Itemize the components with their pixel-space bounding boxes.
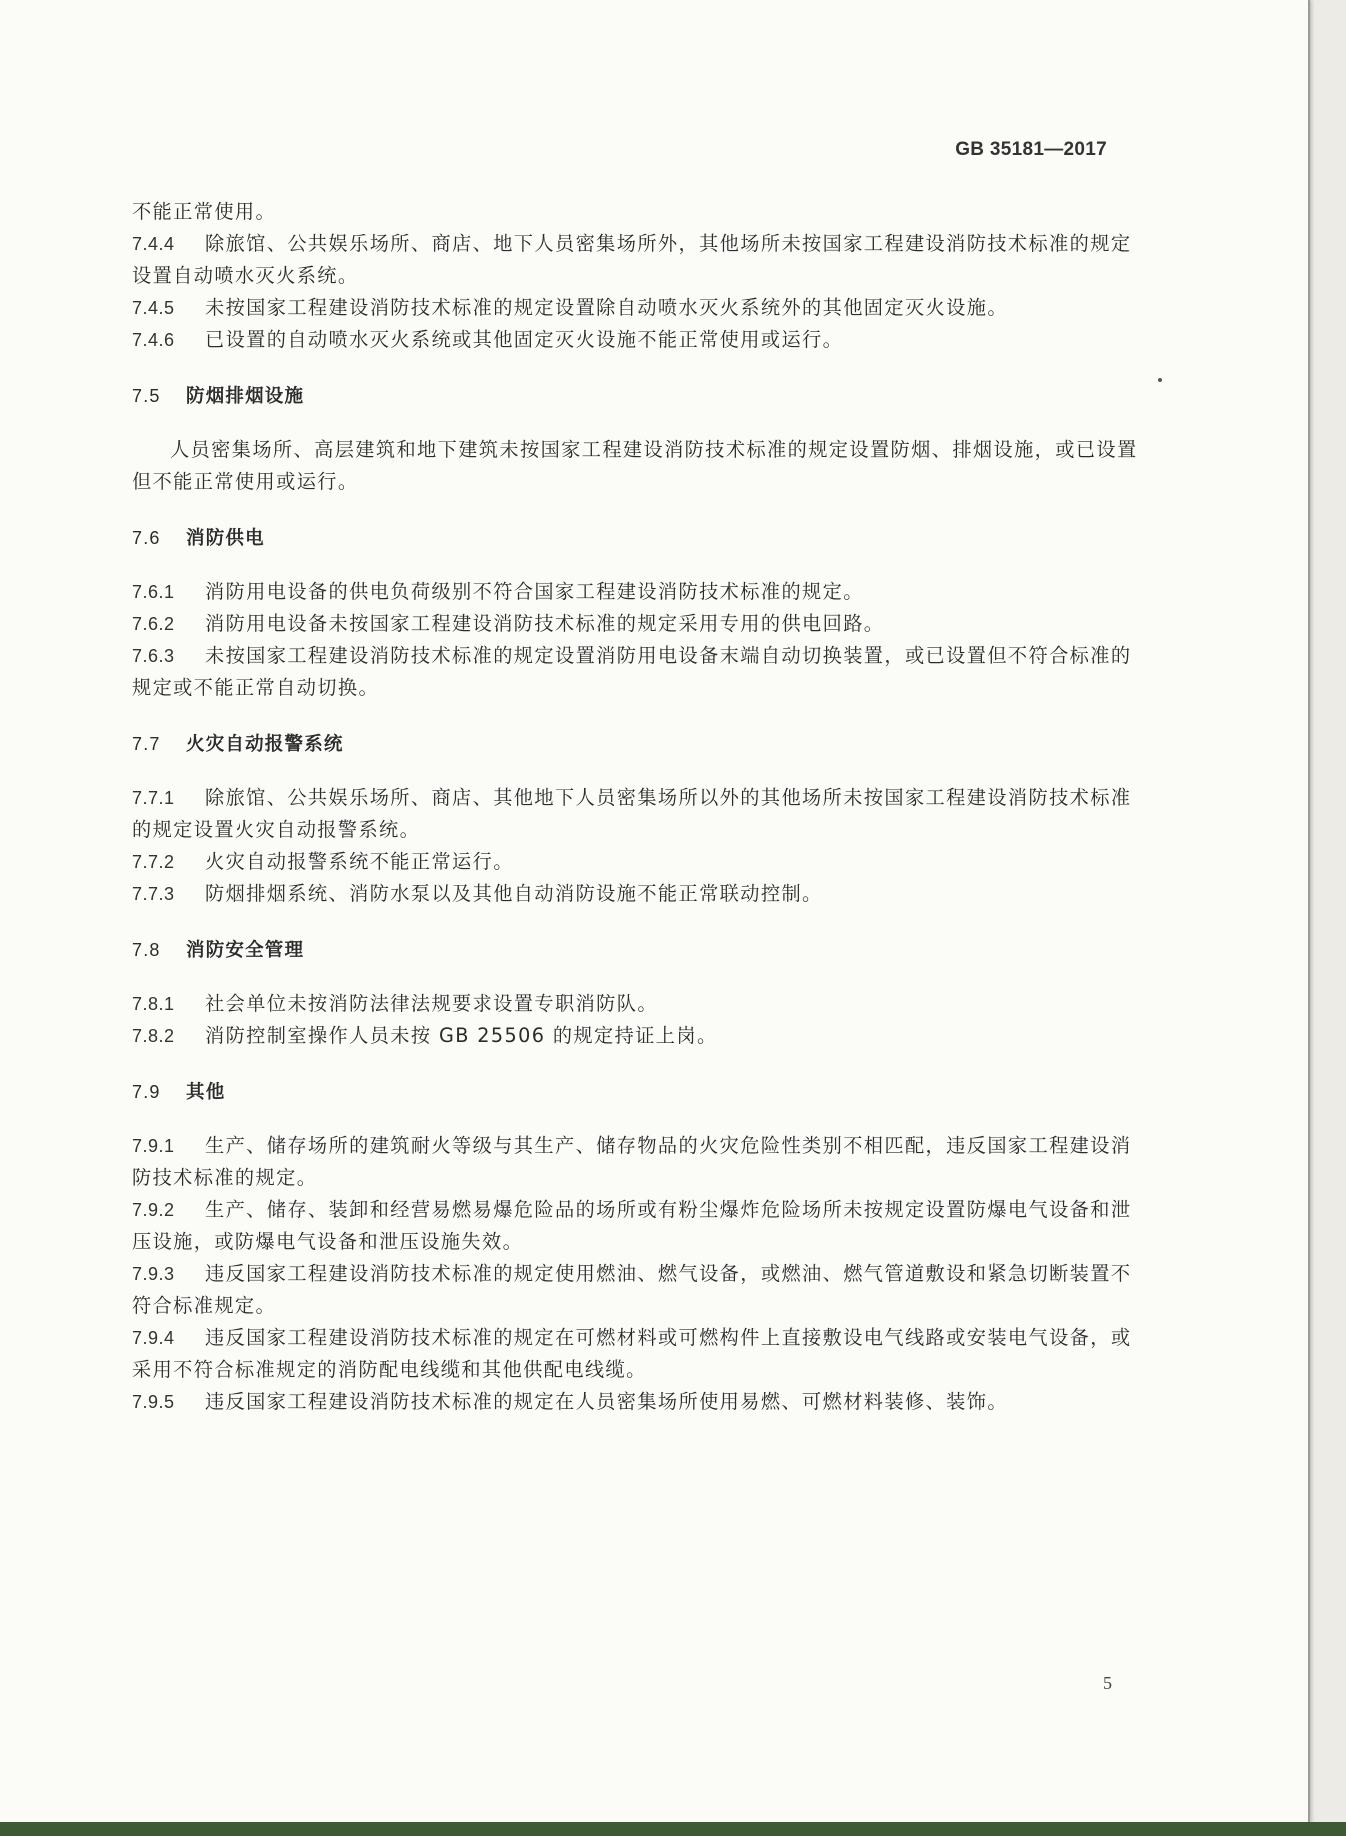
section-title: 消防安全管理 bbox=[186, 940, 305, 961]
section-heading bbox=[132, 728, 1144, 761]
section-number: 7.9 bbox=[132, 1082, 161, 1102]
clause-text: 除旅馆、公共娱乐场所、商店、地下人员密集场所外，其他场所未按国家工程建设消防技术标准的规定设置自动喷水灭火系统。 bbox=[132, 232, 1132, 287]
clause bbox=[132, 1258, 1144, 1322]
clause-text: 违反国家工程建设消防技术标准的规定在人员密集场所使用易燃、可燃材料装修、装饰。 bbox=[205, 1390, 1008, 1413]
clause-text: 违反国家工程建设消防技术标准的规定在可燃材料或可燃构件上直接敷设电气线路或安装电气设备，或采用不符合标准规定的消防配电线缆和其他供配电线缆。 bbox=[132, 1326, 1132, 1381]
standard-code: GB 35181—2017 bbox=[955, 139, 1107, 160]
clause-number: 7.8.1 bbox=[132, 994, 175, 1014]
clause-number: 7.9.1 bbox=[132, 1136, 175, 1156]
clause-text: 消防用电设备的供电负荷级别不符合国家工程建设消防技术标准的规定。 bbox=[205, 580, 864, 603]
clause-text: 消防控制室操作人员未按 GB 25506 的规定持证上岗。 bbox=[205, 1024, 718, 1047]
section-title: 其他 bbox=[186, 1082, 226, 1103]
clause bbox=[132, 228, 1144, 292]
clause-number: 7.9.4 bbox=[132, 1328, 175, 1348]
clause-number: 7.6.1 bbox=[132, 582, 175, 602]
page-number: 5 bbox=[1103, 1673, 1112, 1693]
clause-number: 7.6.2 bbox=[132, 614, 175, 634]
section-number: 7.7 bbox=[132, 734, 161, 754]
clause-text: 生产、储存、装卸和经营易燃易爆危险品的场所或有粉尘爆炸危险场所未按规定设置防爆电气设备和泄压设施，或防爆电气设备和泄压设施失效。 bbox=[132, 1198, 1132, 1253]
clause-text: 未按国家工程建设消防技术标准的规定设置除自动喷水灭火系统外的其他固定灭火设施。 bbox=[205, 296, 1008, 319]
clause-text: 防烟排烟系统、消防水泵以及其他自动消防设施不能正常联动控制。 bbox=[205, 882, 823, 905]
section-heading bbox=[132, 380, 1144, 413]
clause-text: 违反国家工程建设消防技术标准的规定使用燃油、燃气设备，或燃油、燃气管道敷设和紧急切断装置不符合标准规定。 bbox=[132, 1262, 1132, 1317]
clause-text: 未按国家工程建设消防技术标准的规定设置消防用电设备末端自动切换装置，或已设置但不符合标准的规定或不能正常自动切换。 bbox=[132, 644, 1132, 699]
clause-text: 不能正常使用。 bbox=[132, 200, 277, 223]
section-heading bbox=[132, 1076, 1144, 1109]
paragraph bbox=[132, 434, 1144, 498]
section-title: 火灾自动报警系统 bbox=[186, 734, 344, 755]
clause bbox=[132, 1130, 1144, 1194]
clause-number: 7.4.6 bbox=[132, 330, 175, 350]
section-heading bbox=[132, 522, 1144, 555]
clause-number: 7.4.4 bbox=[132, 234, 175, 254]
clause bbox=[132, 1322, 1144, 1386]
clause-number: 7.8.2 bbox=[132, 1026, 175, 1046]
clause-number: 7.7.2 bbox=[132, 852, 175, 872]
clause bbox=[132, 576, 1144, 608]
clause bbox=[132, 846, 1144, 878]
clause-number: 7.9.3 bbox=[132, 1264, 175, 1284]
clause-text: 人员密集场所、高层建筑和地下建筑未按国家工程建设消防技术标准的规定设置防烟、排烟设施，或已设置但不能正常使用或运行。 bbox=[132, 438, 1138, 493]
scan-speck bbox=[1158, 378, 1162, 382]
clause bbox=[132, 608, 1144, 640]
clause bbox=[132, 640, 1144, 704]
document-body bbox=[132, 196, 1144, 1418]
clause-number: 7.9.2 bbox=[132, 1200, 175, 1220]
clause bbox=[132, 878, 1144, 910]
clause bbox=[132, 1386, 1144, 1418]
clause-number: 7.4.5 bbox=[132, 298, 175, 318]
section-heading bbox=[132, 934, 1144, 967]
clause bbox=[132, 1194, 1144, 1258]
clause bbox=[132, 988, 1144, 1020]
scan-edge-strip bbox=[0, 1822, 1346, 1836]
paragraph bbox=[132, 196, 1144, 228]
section-number: 7.5 bbox=[132, 386, 161, 406]
clause-number: 7.7.1 bbox=[132, 788, 175, 808]
clause-number: 7.6.3 bbox=[132, 646, 175, 666]
clause bbox=[132, 782, 1144, 846]
clause-text: 火灾自动报警系统不能正常运行。 bbox=[205, 850, 514, 873]
clause bbox=[132, 292, 1144, 324]
clause-text: 消防用电设备未按国家工程建设消防技术标准的规定采用专用的供电回路。 bbox=[205, 612, 885, 635]
clause-text: 生产、储存场所的建筑耐火等级与其生产、储存物品的火灾危险性类别不相匹配，违反国家工程建设消防技术标准的规定。 bbox=[132, 1134, 1132, 1189]
clause bbox=[132, 324, 1144, 356]
clause-text: 除旅馆、公共娱乐场所、商店、其他地下人员密集场所以外的其他场所未按国家工程建设消防技术标准的规定设置火灾自动报警系统。 bbox=[132, 786, 1132, 841]
clause-text: 已设置的自动喷水灭火系统或其他固定灭火设施不能正常使用或运行。 bbox=[205, 328, 844, 351]
section-number: 7.6 bbox=[132, 528, 161, 548]
clause-number: 7.9.5 bbox=[132, 1392, 175, 1412]
clause-number: 7.7.3 bbox=[132, 884, 175, 904]
clause bbox=[132, 1020, 1144, 1052]
section-number: 7.8 bbox=[132, 940, 161, 960]
section-title: 消防供电 bbox=[186, 528, 265, 549]
clause-text: 社会单位未按消防法律法规要求设置专职消防队。 bbox=[205, 992, 658, 1015]
section-title: 防烟排烟设施 bbox=[186, 386, 305, 407]
